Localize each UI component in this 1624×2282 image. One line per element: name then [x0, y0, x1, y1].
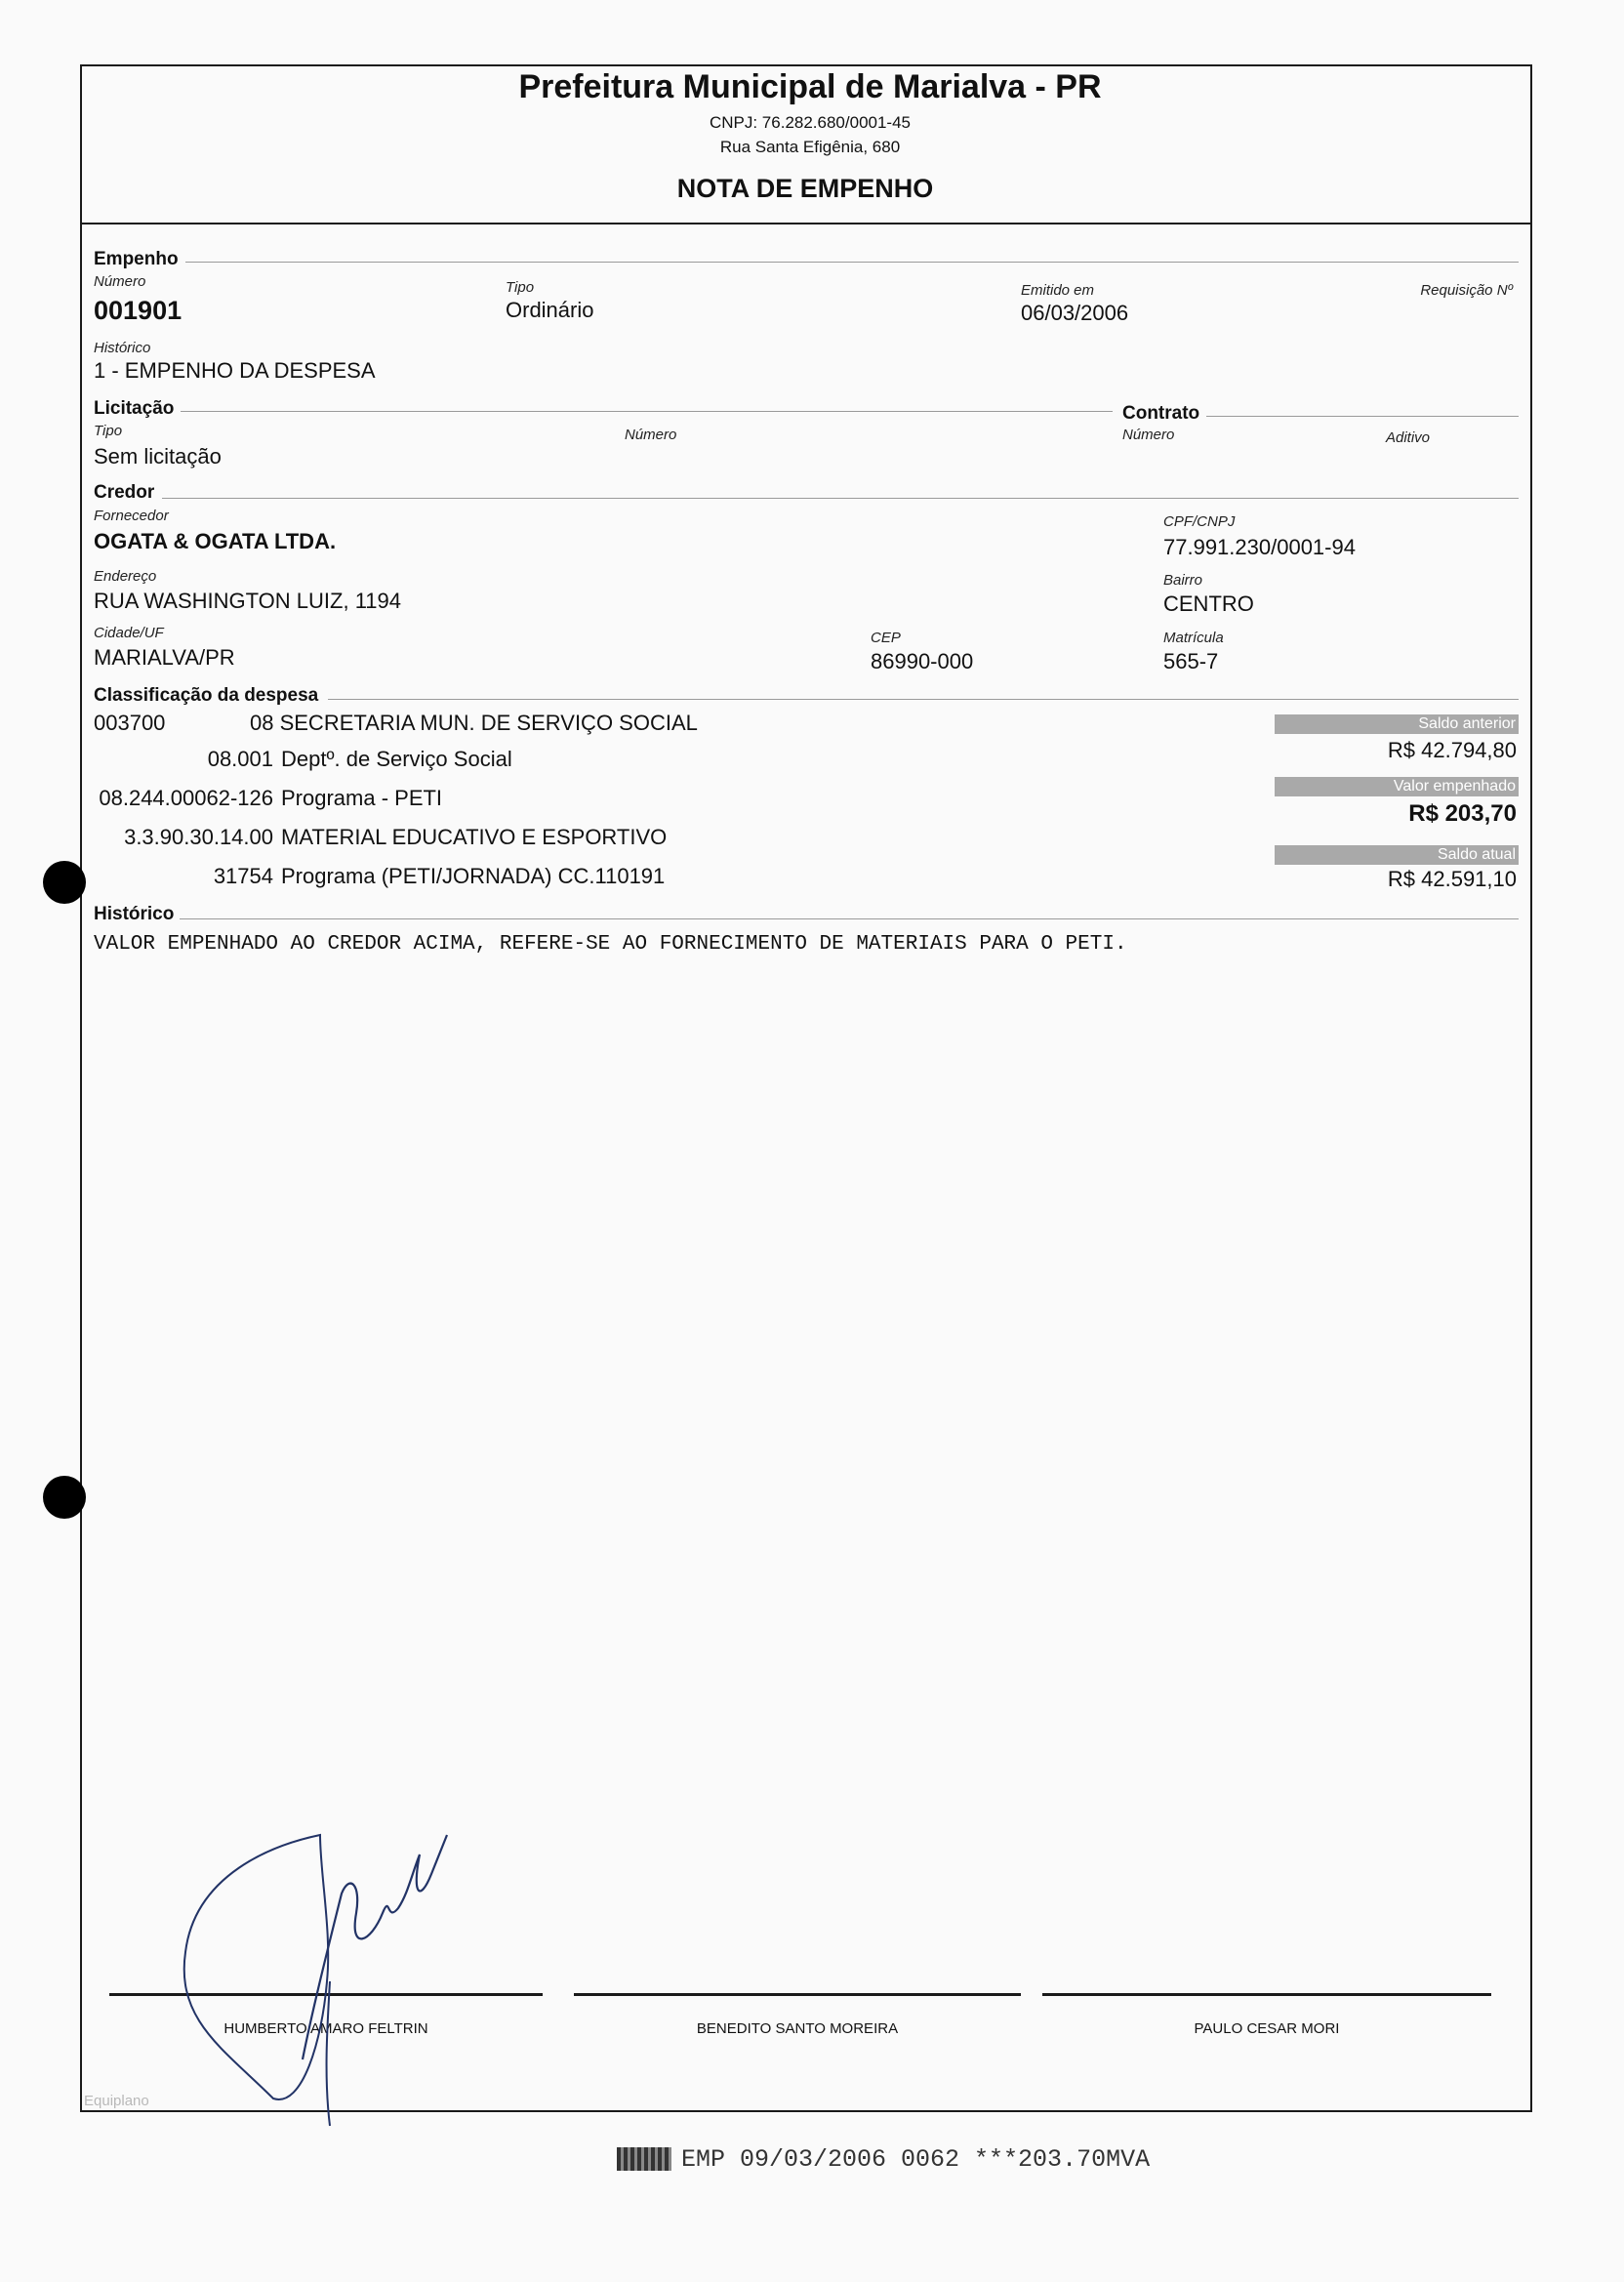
document-title: NOTA DE EMPENHO — [676, 174, 934, 203]
class-code-5: 31754 — [213, 864, 273, 888]
contrato-numero-label: Número — [1122, 427, 1175, 443]
cidade-label: Cidade/UF — [94, 625, 164, 641]
emitido-date: 06/03/2006 — [1021, 301, 1129, 325]
binder-hole-top — [43, 861, 86, 904]
signatory-2-name: BENEDITO SANTO MOREIRA — [696, 2020, 899, 2037]
address-text: Rua Santa Efigênia, 680 — [719, 138, 901, 156]
fornecedor-label: Fornecedor — [94, 508, 169, 524]
header-divider — [80, 223, 1532, 224]
bairro-label: Bairro — [1163, 572, 1203, 589]
credor-section-title: Credor — [94, 482, 155, 503]
licitacao-section-title: Licitação — [94, 398, 175, 419]
cpf-label: CPF/CNPJ — [1163, 513, 1236, 530]
cep-label: CEP — [871, 630, 901, 646]
contrato-aditivo-label: Aditivo — [1386, 429, 1431, 446]
licitacao-rule — [181, 411, 1113, 412]
class-text-2: Deptº. de Serviço Social — [281, 747, 512, 771]
page-title: Prefeitura Municipal de Marialva - PR — [518, 68, 1102, 105]
cnpj-text: CNPJ: 76.282.680/0001-45 — [709, 113, 912, 132]
cpf-value: 77.991.230/0001-94 — [1163, 535, 1356, 559]
matricula-label: Matrícula — [1163, 630, 1224, 646]
licitacao-tipo: Sem licitação — [94, 444, 222, 469]
footer-stamp: EMP 09/03/2006 0062 ***203.70MVA — [681, 2145, 1151, 2174]
endereco-value: RUA WASHINGTON LUIZ, 1194 — [94, 589, 402, 613]
empenho-number: 001901 — [94, 296, 183, 325]
licitacao-numero-label: Número — [625, 427, 677, 443]
valor-empenhado-value: R$ 203,70 — [1408, 800, 1517, 827]
endereco-label: Endereço — [94, 568, 157, 585]
saldo-atual-label: Saldo atual — [1275, 845, 1519, 865]
cep-value: 86990-000 — [871, 649, 974, 673]
valor-empenhado-label: Valor empenhado — [1275, 777, 1519, 796]
tipo-label: Tipo — [506, 279, 535, 296]
empenho-rule — [185, 262, 1519, 263]
contrato-rule — [1206, 416, 1519, 417]
historico-section-title: Histórico — [94, 904, 175, 924]
class-code-4: 3.3.90.30.14.00 — [124, 825, 273, 849]
empenho-section-title: Empenho — [94, 249, 179, 269]
class-code-3: 08.244.00062-126 — [99, 786, 273, 810]
saldo-anterior-label: Saldo anterior — [1275, 714, 1519, 734]
classificacao-section-title: Classificação da despesa — [94, 685, 319, 706]
licitacao-tipo-label: Tipo — [94, 423, 123, 439]
signatory-3-name: PAULO CESAR MORI — [1194, 2020, 1340, 2037]
bairro-value: CENTRO — [1163, 591, 1254, 616]
class-text-3: Programa - PETI — [281, 786, 443, 810]
handwritten-signature — [156, 1815, 468, 2128]
class-text-1: 08 SECRETARIA MUN. DE SERVIÇO SOCIAL — [250, 711, 698, 735]
historico-rule — [180, 918, 1519, 919]
equiplano-mark: Equiplano — [84, 2093, 149, 2109]
binder-hole-bottom — [43, 1476, 86, 1519]
saldo-atual-value: R$ 42.591,10 — [1387, 867, 1517, 891]
contrato-section-title: Contrato — [1122, 403, 1200, 424]
class-code-2: 08.001 — [207, 747, 273, 771]
class-text-4: MATERIAL EDUCATIVO E ESPORTIVO — [281, 825, 668, 849]
class-text-5: Programa (PETI/JORNADA) CC.110191 — [281, 864, 666, 888]
empenho-tipo: Ordinário — [506, 298, 594, 322]
classificacao-rule — [328, 699, 1519, 700]
signature-line-2 — [574, 1993, 1021, 1996]
cidade-value: MARIALVA/PR — [94, 645, 235, 670]
emitido-label: Emitido em — [1021, 282, 1095, 299]
historico-empenho-label: Histórico — [94, 340, 151, 356]
class-code-1: 003700 — [94, 711, 166, 735]
matricula-value: 565-7 — [1163, 649, 1219, 673]
signatory-1-name: HUMBERTO AMARO FELTRIN — [223, 2020, 428, 2037]
numero-label: Número — [94, 273, 146, 290]
fornecedor-name: OGATA & OGATA LTDA. — [94, 529, 337, 553]
historico-empenho: 1 - EMPENHO DA DESPESA — [94, 358, 376, 383]
historico-text: VALOR EMPENHADO AO CREDOR ACIMA, REFERE-SE AO FORNECIMENTO DE MATERIAIS PARA O PETI. — [94, 933, 1127, 956]
requisicao-label: Requisição Nº — [1420, 282, 1513, 299]
signature-line-3 — [1042, 1993, 1491, 1996]
stamp-icon — [617, 2147, 671, 2171]
saldo-anterior-value: R$ 42.794,80 — [1387, 738, 1517, 762]
credor-rule — [162, 498, 1519, 499]
